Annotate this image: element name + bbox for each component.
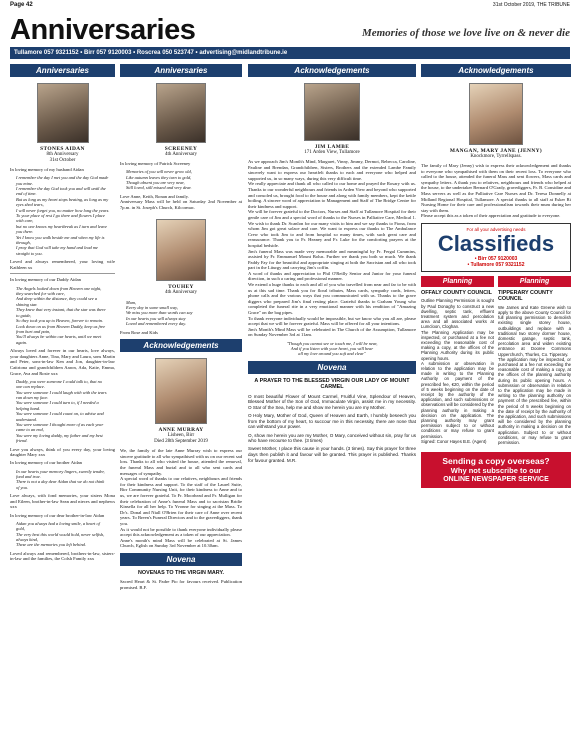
- planning-notice-offaly: [421, 276, 494, 448]
- classifieds-phone: • Tullamore 057 9321152: [467, 261, 525, 268]
- section-header-anniversaries: Anniversaries: [120, 64, 242, 77]
- notice-caption-mangan: [421, 148, 571, 160]
- photo-anne-murray: [155, 358, 207, 424]
- notice-text: In loving memory of our Daddy Aidan: [10, 277, 81, 283]
- notice-text: From Rose and Kids: [120, 329, 158, 335]
- notice-line: Died 28th September 2019: [154, 439, 208, 445]
- notice-line: 31st October: [49, 158, 76, 163]
- council-name: OFFALY COUNTY COUNCIL: [421, 289, 492, 296]
- notice-caption-anne-murray: [120, 427, 242, 445]
- classifieds-wordmark: Classifieds: [437, 230, 555, 256]
- photo-screeney: [156, 83, 206, 143]
- section-header-planning: Planning: [421, 276, 494, 287]
- divider: [10, 273, 115, 274]
- notice-poem: Aidan you always had a loving smile, a heart of gold, The very best this world would hold, never selfish, always kind, These are the memories you left behind.: [16, 520, 105, 548]
- council-name: TIPPERARY COUNTY COUNCIL: [498, 289, 553, 303]
- classifieds-ad: [421, 223, 571, 272]
- promo-line: Sending a copy overseas?: [442, 455, 550, 466]
- page-topline: [10, 2, 570, 14]
- notice-name: STONES AIDAN: [40, 146, 85, 152]
- classifieds-phone: • Birr 057 9120003: [474, 255, 518, 262]
- contact-bar: Tullamore 057 9321152 • Birr 057 9120003 • Roscrea 050 523747 • advertising@midlandtribune.ie: [10, 47, 570, 59]
- notice-text: Loved and always remembered, your loving wife Kathleen xx: [10, 259, 115, 270]
- promo-line: Why not subscribe to our: [450, 465, 542, 475]
- planning-notices: [421, 276, 571, 448]
- notice-poem: I remember the day I met you and the day God made you mine. I remember the day God took you and will until the end of time. But as long as my heart stops beating, as long as my eyes shed tears, I will never forget you, no matter how long the years. To your place of rest I go there and flowers I place with care, but no one knows my heartbreak as I turn and leave you there. Yet I know you walk beside me and when my life is through, I pray that God will take my hand and lead me straight to you.: [16, 175, 110, 256]
- novena-text: O most beautiful Flower of Mount Carmel, Fruitful Vine, Splendour of Heaven, Blessed Mother of the Son of God, Immaculate Virgin, assist me in my necessity. O Star of the Sea, help me and show me herein you are my Mother.: [248, 393, 416, 410]
- section-header-planning: Planning: [498, 276, 571, 287]
- promo-line: ONLINE NEWSPAPER SERVICE: [443, 475, 549, 483]
- photo-stones-aidan: [37, 83, 89, 143]
- planning-text: We James and Kate Greene wish to apply to the above County Council for full planning permission to demolish existing single storey house, outbuildings and replace with a traditional two storey dormer house, domestic garage, septic tank, percolation area and widen existing entrance at Dooree Commons Upperchurch, Thurles, Co. Tipperary. The application may be inspected, or purchased at a fee not exceeding the reasonable cost of making a copy, at the offices of the planning authority during its public opening hours. A submission or observation in relation to the application may be made in writing to the planning authority on payment of the prescribed fee, within the period of 5 weeks beginning on the date of receipt by the authority of the application, and such submissions will be considered by the planning authority in making a decision on the application. Subject to or without conditions, or may refuse to grant permission.: [498, 304, 571, 446]
- section-header-acknowledgements: Acknowledgements: [248, 64, 416, 77]
- planning-notice-tipperary: [498, 276, 571, 448]
- photo-mangan: [469, 83, 523, 145]
- notice-poem: Daddy, you were someone I could talk to, that no one can replace. You were someone I could laugh with with the tears ran down my face. You were someone I could turn to, if I needed a helping hand. You were someone I could count on, to advise and understand. You were someone I thought more of as each year came to an end, You were my loving daddy, my father and my best friend.: [16, 378, 107, 444]
- photo-touhey: [156, 219, 206, 281]
- column-4: [421, 64, 571, 488]
- notice-poem: Mum, Every day in some small way, We miss you more than words can say In our hearts you will always stay Loved and remembered every day.: [126, 299, 193, 327]
- notice-line: 4th Anniversary: [164, 289, 198, 295]
- notice-text: In loving memory of our dear brother-in-law Aidan: [10, 512, 105, 518]
- novena-text: Sacred Heart & St. Padre Pio for favours received. Publication promised. B.F.: [120, 579, 242, 590]
- section-header-novena: Novena: [248, 361, 416, 374]
- classifieds-tagline: For all your advertising needs: [466, 226, 526, 232]
- novena-text: Sweet Mother, I place this cause in your hands. (3 times). Say this prayer for three days then publish it and favour will be granted. This prayer is published. Thanks for favour granted. M.R.: [248, 446, 416, 463]
- notice-text: The family of Mary (Jenny) wish to express their acknowledgement and thanks to everyone who sympathised with them on their recent loss. To everyone who called to the house, attended the funeral Mass and sent flowers, Mass cards and sympathy letters. A thank you to relatives, neighbours and friends who helped at the house, to the undertaker Bernard O'Grady, gravediggers, Fr. B. Considine and Mass servers as well as the Palliative Care Nurses and Dr. Teresa Donnelly at Midland Regional Hospital, Tullamore. A special thanks to all staff at Esker Ri Nursing Home for their care and professionalism towards their mum during her stay with them. Please accept this as a token of their appreciation and gratitude to everyone.: [421, 163, 571, 219]
- masthead: [10, 14, 570, 62]
- online-subscription-promo[interactable]: [421, 452, 571, 488]
- notice-line: Knockmore, Tyrrellspass.: [470, 154, 522, 159]
- planning-text: Outline Planning Permission is sought by Paul Donaghy to construct a new dwelling, septic tank, effluent treatment system and percolation area and all associated works at Lumcloon, Cloghan. The Planning Application may be inspected, or purchased at a fee not exceeding the reasonable cost of making a copy, at the offices of the Planning Authority during its public opening hours. A submission or observation in relation to the application may be made in writing to the Planning Authority on payment of the prescribed fee, €20, within the period of 5 weeks beginning on the date of receipt by the authority of the application, and such submissions or observations will be considered by the planning authority in making a decision on the application. The planning authority may grant permission subject to or without conditions or may refuse to grant permission. Signed: Conor Hayes B.E. (Agent): [421, 298, 494, 444]
- photo-jim-lambe: [304, 83, 360, 141]
- notice-line: 171 Arden View, Tullamore: [304, 150, 360, 155]
- notice-text: Love Anne, Keith, Ronan and family. Anniversary Mass will be held on Saturday 2nd November at 7p.m. in St. Joseph's Church, Kilcormac.: [120, 193, 242, 210]
- notice-caption-touhey: [120, 284, 242, 296]
- notice-poem: In our hearts your memory lingers, sweetly tender, fond and true. There is not a day dear Aidan that we do not think of you.: [16, 468, 105, 490]
- page-number: Page 42: [10, 2, 33, 8]
- notice-text: Loved always and remembered, brothers-in-law, sisters-in-law and the families, the Colsh Family xxx: [10, 550, 115, 562]
- notice-line: 4th Anniversary: [164, 152, 198, 157]
- notice-name: SCREENEY: [164, 146, 198, 152]
- section-header-anniversaries: Anniversaries: [10, 64, 115, 77]
- column-1: [10, 64, 115, 565]
- section-header-acknowledgements: Acknowledgements: [421, 64, 571, 77]
- notice-poem: The Angels looked down from Heaven one night, they searched for with care, And deep within the distance, they could see a shining star. They knew that very instant, that the star was there to guide, So they took you up to Heaven, forever to remain. Look down on us from Heaven Daddy, keep us free from hurt and pain, You'll always be within our hearts, until we meet again.: [16, 285, 106, 345]
- notice-text: Always loved and forever in our hearts, love always, your daughters Anne, Tina, Mary and Laura, sons Martin and Peter, sons-in-law Ken and Jon, daughter-in-law Caitriona and grandchildren Aaron, Ada, Katie, Emma, Grace, Ava and Rosie xxx: [10, 348, 115, 376]
- page-tagline: Memories of those we love live on & never die: [361, 27, 570, 39]
- notice-name: ANNE MURRAY: [158, 427, 204, 434]
- notice-text: In loving memory of my husband Aidan: [10, 167, 84, 172]
- notice-line: 8th Anniversary: [46, 152, 79, 157]
- notice-caption-screeney: [120, 146, 242, 158]
- notice-poem: Memories of you will never grow old, Like autumn leaves they turn to gold, Though absent you are very near, Still loved, still missed and very dear.: [126, 169, 192, 191]
- section-header-novena: Novena: [120, 553, 242, 566]
- novena-title: A PRAYER TO THE BLESSED VIRGIN OUR LADY OF MOUNT CARMEL: [254, 377, 410, 391]
- notice-text: Love always, with fond memories, your sisters Mona and Eileen, brother-in-law Sean and nieces and nephews xxx: [10, 493, 115, 510]
- notice-quote: "Though you cannot see or touch me, I will be near, And if you listen with your heart, you will hear all my love around you soft and clear": [286, 340, 378, 357]
- notice-caption-stones: [10, 146, 115, 164]
- novena-title: NOVENAS TO THE VIRGIN MARY.: [138, 569, 224, 576]
- notice-line: Lisheen, Birr: [167, 433, 195, 439]
- notice-name: TOUHEY: [168, 283, 194, 290]
- notice-text: In loving memory of Patrick Screeney: [120, 161, 191, 166]
- section-header-acknowledgements: Acknowledgements: [120, 339, 242, 352]
- novena-text: O, show me herein you are my Mother, O Mary, conceived without sin, pray for us who have recourse to thee. (3 times): [248, 432, 416, 444]
- novena-text: O Holy Mary, Mother of God, Queen of Heaven and Earth, I humbly beseech you from the bottom of my heart, to succour me in this necessity, there are none that can withstand your power.: [248, 413, 416, 430]
- notice-name: MANGAN, MARY JANE (JENNY): [449, 148, 543, 154]
- column-2: [120, 64, 242, 593]
- notice-text: We, the family of the late Anne Murray wish to express our sincere gratitude to all who sympathised with us on our recent sad loss. Thanks to all who visited the house, attended the removal, the funeral Mass and burial and to all who sent cards and messages of sympathy. A special word of thanks to our relatives, neighbours and friends for their kindness and support. To the staff of the Laurel Suite, Birr Community Nursing Unit, for their kindness to Anne and to us, we are forever grateful. To Fr. Moorhead and Fr. Mulligan for their celebration of Anne's funeral Mass and to sacristan Bridie Kinsella for all her help. To Yvonne for singing at the Mass. To Dr's. Donal and Niall O'Brien for their care of Anne over recent years. To Breen's Funeral Directors and to the gravediggers, thank you. As it would not be possible to thank everyone individually please accept this acknowledgement as a token of our appreciation. Anne's month's mind Mass will be celebrated at St. James Church, Eglish on Sunday 3rd November at 10.30am.: [120, 448, 242, 549]
- notice-text: As we approach Jim's Month's Mind, Margaret, Vinny, Jimmy, Dermot, Rebecca, Caroline, Pauline and Brendan, Grandchildren, Sisters, Brothers and the extended Lambe Family sincerely want to express our heartfelt thanks to each and everyone who helped and supported us, in so many ways, during this very difficult time. We really appreciate and thank all who called to our home and prayed the Rosary with us. Thanks to our wonderful neighbours and friends in Arden View and beyond who supported and consoled us, brought food to the house and along with family members, kept the kettle boiling. A sincere word of appreciation to Management and Staff of The Bridge Centre for their kindness and support. We will be forever grateful to the Doctors, Nurses and Staff at Tullamore Hospital for their gentle care of Jim and a special word of thanks to the Nurses in Palliative Care, Medical 1. We wish to thank Dr. Scanlon for our many visits to him and we say thanks to Fiona, from whom Jim got great solace and care. We want to express our thanks to The Ambulance Crew who took Jim to and from hospital so many times, with such great care and reassurance. Thank you to Fr. Heaney and Fr. Luke for the comforting prayers at the hospital bedside. Jim's funeral Mass was made very memorable and meaningful by Fr. Fergal Cummins, assisted by Fr. Emmanuel Mount Bolus. Further we thank you both so much. We thank Paddy Fay for the beautiful and appropriate singing at both the Sacristan and all who took part in the Liturgy and carrying Jim's coffin. A word of thanks and appreciation to Phil O'Reilly Senior and Junior for your funeral direction, in such a caring and professional manner. We extend a huge thanks to each and all of you who travelled from near and far to be with us at this sad time. Thank you for floral tributes, Mass cards, sympathy cards, letters, phone calls and the various ways that you communicated with us. Thanks to the grave diggers who prepared Jim's final resting place. Grateful thanks to Graham Young who completed the funeral rite in a very emotional manner with his rendition of "Amazing Grace" on the bag pipes. To thank everyone individually would be impossible, but we know who you all are, please accept that we will be forever grateful. Mass will be offered for all your intentions. Jim's Month's Mind Mass will be celebrated in The Church of the Assumption, Tullamore on Sunday November 3rd at 11am.: [248, 159, 416, 338]
- notice-caption-jim-lambe: [248, 144, 416, 156]
- notice-text: Love you always, think of you every day, your loving daughter Mary xxx: [10, 446, 115, 458]
- column-3: [248, 64, 416, 466]
- notice-name: JIM LAMBE: [314, 144, 350, 150]
- notice-text: In loving memory of our brother Aidan: [10, 460, 82, 466]
- issue-date: 31st October 2019, THE TRIBUNE: [492, 2, 570, 8]
- page-title: Anniversaries: [10, 14, 196, 46]
